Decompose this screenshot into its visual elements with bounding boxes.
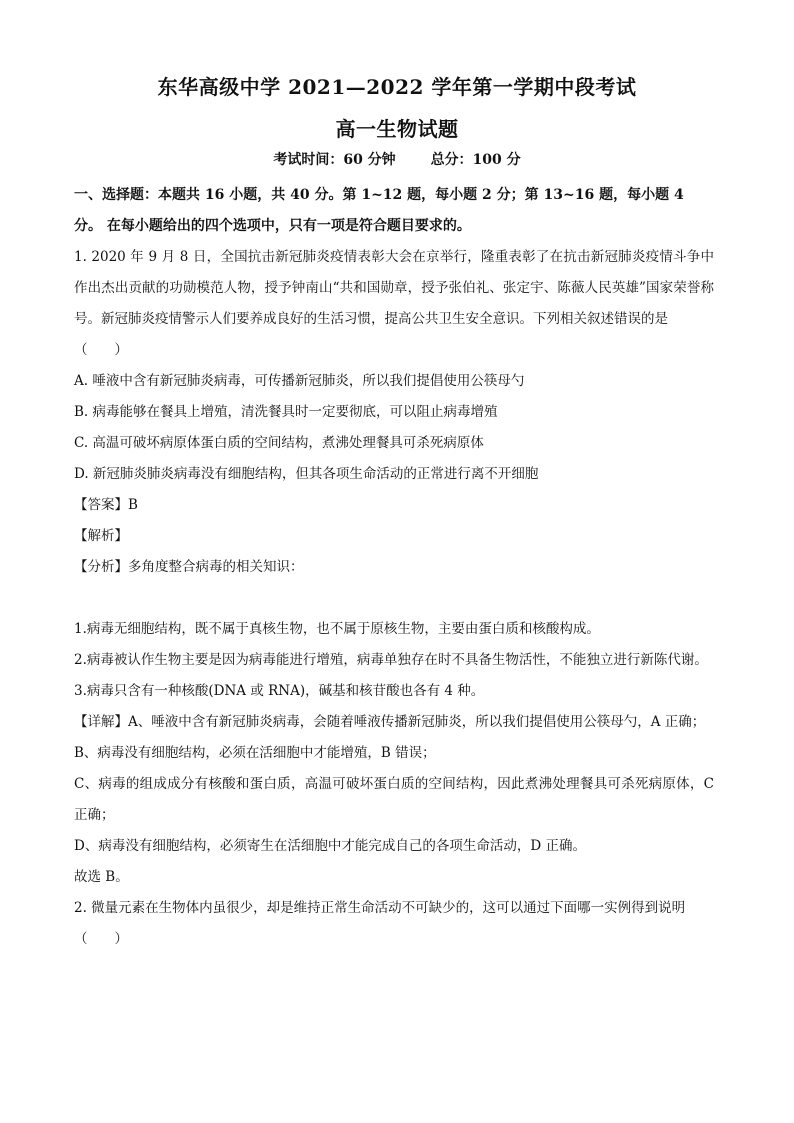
analysis-point-2: 2.病毒被认作生物主要是因为病毒能进行增殖，病毒单独存在时不具备生物活性，不能独立进行新陈代谢。 [74, 652, 708, 668]
question-2 [74, 893, 714, 955]
exam-title: 东华高级中学 2021—2022 学年第一学期中段考试 [157, 75, 637, 99]
detail-c: C、病毒的组成成分有核酸和蛋白质，高温可破坏蛋白质的空间结构，因此煮沸处理餐具可杀死病原体，C 正确； [74, 776, 714, 823]
option-a: A. 唾液中含有新冠肺炎病毒，可传播新冠肺炎，所以我们提倡使用公筷母勺 [74, 373, 525, 389]
question-1-stem: 1. 2020 年 9 月 8 日，全国抗击新冠肺炎疫情表彰大会在京举行，隆重表彰了在抗击新冠肺炎疫情斗争中作出杰出贡献的功勋模范人物，授予钟南山“共和国勋章，授予张伯礼、张定宇、陈薇人民英雄”国家荣誉称号。新冠肺炎疫情警示人们要养成良好的生活习惯，提高公共卫生安全意识。下列相关叙述错误的是 [74, 249, 714, 327]
question-1-options [74, 366, 714, 490]
detail-b: B、病毒没有细胞结构，必须在活细胞中才能增殖，B 错误； [74, 745, 436, 761]
exam-time: 考试时间：60 分钟 [273, 152, 396, 168]
section-heading-line2: 分。 在每小题给出的四个选项中，只有一项是符合题目要求的。 [74, 218, 471, 234]
exam-score: 总分：100 分 [430, 152, 521, 168]
analysis-point-1: 1.病毒无细胞结构，既不属于真核生物，也不属于原核生物，主要由蛋白质和核酸构成。 [74, 621, 600, 637]
option-c: C. 高温可破坏病原体蛋白质的空间结构，煮沸处理餐具可杀死病原体 [74, 435, 484, 451]
question-2-blank: （ ） [74, 931, 128, 947]
exam-meta [0, 149, 794, 169]
exam-subtitle: 高一生物试题 [335, 117, 459, 141]
option-d: D. 新冠肺炎肺炎病毒没有细胞结构，但其各项生命活动的正常进行离不开细胞 [74, 466, 539, 482]
section-heading-line1: 一、选择题：本题共 16 小题，共 40 分。第 1~12 题，每小题 2 分；第 13~16 题，每小题 4 [74, 187, 684, 203]
exam-content [74, 180, 714, 955]
question-1-blank: （ ） [74, 342, 128, 358]
analysis-point-3: 3.病毒只含有一种核酸(DNA 或 RNA)，碱基和核苷酸也各有 4 种。 [74, 683, 485, 699]
option-b: B. 病毒能够在餐具上增殖，清洗餐具时一定要彻底，可以阻止病毒增殖 [74, 404, 498, 420]
detail-a: 【详解】A、唾液中含有新冠肺炎病毒，会随着唾液传播新冠肺炎，所以我们提倡使用公筷母勺，A 正确； [74, 714, 706, 730]
question-1 [74, 242, 714, 893]
answer: 【答案】B [74, 497, 138, 513]
detail-conclusion: 故选 B。 [74, 869, 129, 885]
question-2-stem: 2. 微量元素在生物体内虽很少，却是维持正常生命活动不可缺少的，这可以通过下面哪一实例得到说明 [74, 900, 686, 916]
spacer [74, 583, 714, 614]
detail-d: D、病毒没有细胞结构，必须寄生在活细胞中才能完成自己的各项生命活动，D 正确。 [74, 838, 586, 854]
analysis-fenxi: 【分析】多角度整合病毒的相关知识： [74, 559, 304, 575]
analysis-label: 【解析】 [74, 528, 128, 544]
